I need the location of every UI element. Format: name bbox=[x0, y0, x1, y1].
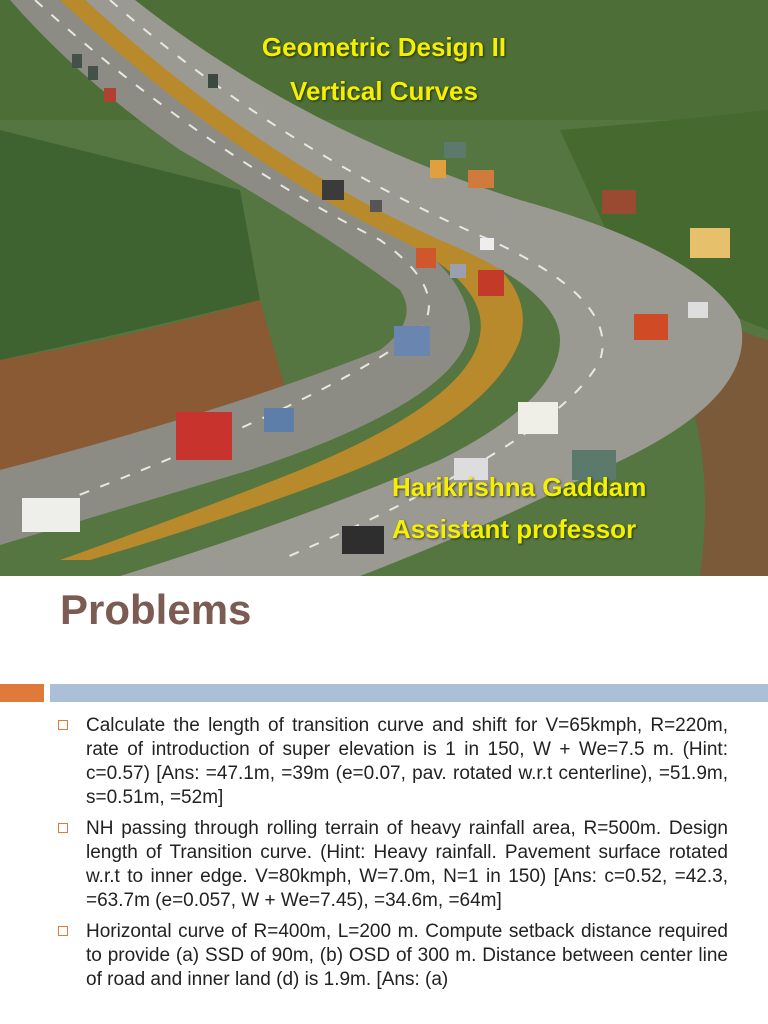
problem-text: Horizontal curve of R=400m, L=200 m. Compute setback distance required to provide (a) SSD of 90m, (b) OSD of 300 m. Distance between center line of road and inner land (d) is 1.9m. [Ans: (a) bbox=[86, 921, 728, 990]
square-bullet-icon bbox=[58, 926, 68, 936]
presentation-title: Geometric Design II bbox=[261, 32, 507, 62]
list-item bbox=[56, 817, 728, 913]
square-bullet-icon bbox=[58, 720, 68, 730]
author-role: Assistant professor bbox=[392, 514, 637, 544]
accent-bar-blue bbox=[50, 684, 768, 702]
accent-bar-orange bbox=[0, 684, 44, 702]
problems-slide bbox=[0, 576, 768, 1024]
author-name: Harikrishna Gaddam bbox=[392, 472, 647, 502]
list-item bbox=[56, 920, 728, 992]
presentation-subtitle: Vertical Curves bbox=[290, 76, 478, 106]
problem-text: Calculate the length of transition curve and shift for V=65kmph, R=220m, rate of introduction of super elevation is 1 in 150, W + We=7.5 m. (Hint: c=0.57) [Ans: =47.1m, =39m (e=0.07, pav. rotated w.r.t centerline), =51.9m, s=0.51m, =52m] bbox=[86, 715, 728, 808]
list-item bbox=[56, 714, 728, 810]
square-bullet-icon bbox=[58, 823, 68, 833]
problem-list bbox=[56, 714, 728, 999]
problem-text: NH passing through rolling terrain of heavy rainfall area, R=500m. Design length of Transition curve. (Hint: Heavy rainfall. Pavement surface rotated w.r.t to inner edge. V=80kmph, W=7.0m, N=1 in 150) [Ans: c=0.52, =42.3, =63.7m (e=0.057, W + We=7.45), =34.6m, =64m] bbox=[86, 818, 728, 911]
slide-heading: Problems bbox=[60, 586, 252, 633]
